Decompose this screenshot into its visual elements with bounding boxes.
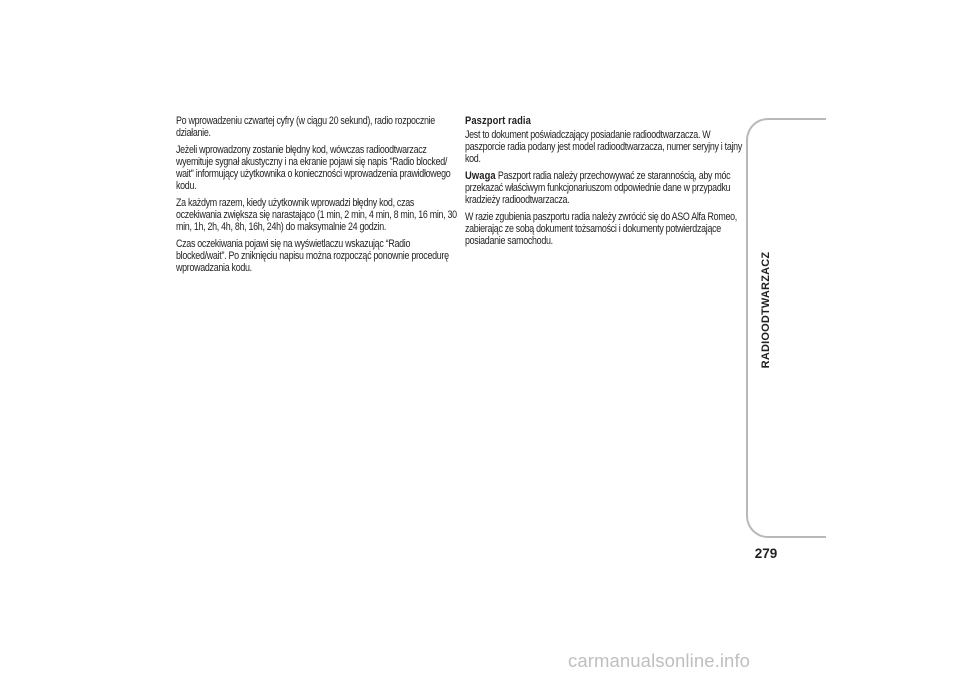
chapter-tab [746,118,826,538]
right-column [465,115,747,252]
chapter-tab-label: RADIOODTWARZACZ [760,251,772,369]
watermark: carmanualsonline.info [568,650,751,671]
paragraph-radio-blocked: Czas oczekiwania pojawi się na wyświetlaczu wskazując “Radio blocked/wait”. Po zniknięciu napisu można rozpocząć ponownie procedurę wprowadzania kodu. [176,238,449,274]
paragraph-radio-passport: Jest to dokument poświadczający posiadanie radioodtwarzacza. W paszporcie radia podany jest model radioodtwarzacza, numer seryjny i tajny kod. [465,129,743,165]
left-column [176,115,458,279]
paragraph-lost-passport: W razie zgubienia paszportu radia należy zwrócić się do ASO Alfa Romeo, zabierając ze sobą dokument tożsamości i dokumenty potwierdzające posiadanie samochodu. [465,211,737,247]
paragraph-waiting-time: Za każdym razem, kiedy użytkownik wprowadzi błędny kod, czas oczekiwania zwiększa się narastająco (1 min, 2 min, 4 min, 8 min, 16 min, 30 min, 1h, 2h, 4h, 8h, 16h, 24h) do maksymalnie 24 godzin. [176,197,457,233]
note-text: Paszport radia należy przechowywać ze starannością, aby móc przekazać właściwym funkcjonariuszom odpowiednie dane w przypadku kradzieży radioodtwarzacza. [465,170,731,206]
note-paragraph [465,170,747,206]
page-number: 279 [754,546,778,561]
paragraph-wrong-code: Jeżeli wprowadzony zostanie błędny kod, wówczas radioodtwarzacz wyemituje sygnał akustyczny i na ekranie pojawi się napis "Radio blocked/ wait" informujący użytkownika o konieczności wprowadzenia prawidłowego kodu. [176,144,451,192]
note-label: Uwaga [465,170,496,182]
section-heading: Paszport radia [465,115,531,127]
paragraph-fourth-digit: Po wprowadzeniu czwartej cyfry (w ciągu 20 sekund), radio rozpocznie działanie. [176,115,435,139]
